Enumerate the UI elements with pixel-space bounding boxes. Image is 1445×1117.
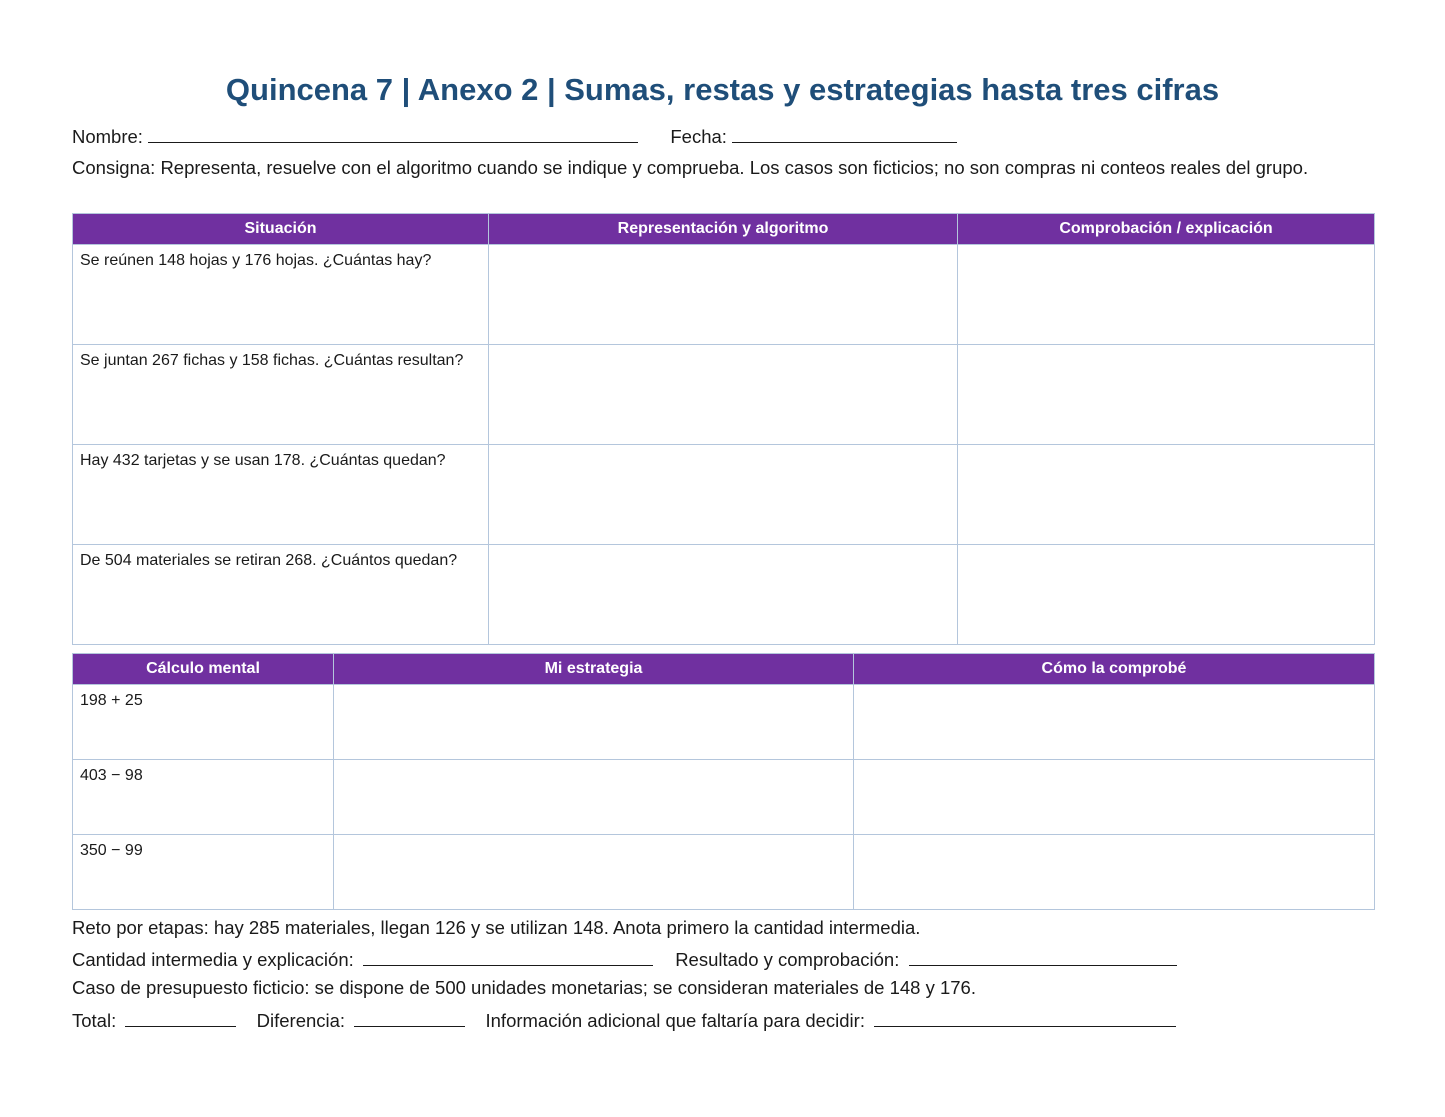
difference-field[interactable] <box>354 1008 465 1027</box>
result-field[interactable] <box>909 947 1177 966</box>
strategy-cell[interactable] <box>334 685 854 760</box>
representation-cell[interactable] <box>489 545 958 645</box>
mental-calc-cell: 198 + 25 <box>73 685 334 760</box>
situation-cell: Se juntan 267 fichas y 158 fichas. ¿Cuántas resultan? <box>73 345 489 445</box>
verification-cell[interactable] <box>958 345 1375 445</box>
intermediate-result-row <box>72 947 1177 971</box>
situation-cell: Hay 432 tarjetas y se usan 178. ¿Cuántas quedan? <box>73 445 489 545</box>
verification-cell[interactable] <box>958 445 1375 545</box>
table-row <box>73 345 1375 445</box>
table-row <box>73 760 1375 835</box>
date-label: Fecha: <box>670 126 727 147</box>
strategy-cell[interactable] <box>334 835 854 910</box>
verification-cell[interactable] <box>958 245 1375 345</box>
how-verified-cell[interactable] <box>854 685 1375 760</box>
table-header-row <box>73 214 1375 245</box>
column-header-mental-calc: Cálculo mental <box>73 654 334 685</box>
date-field[interactable] <box>732 124 957 143</box>
table-row <box>73 245 1375 345</box>
column-header-verification: Comprobación / explicación <box>958 214 1375 245</box>
situations-table <box>72 213 1375 645</box>
total-field[interactable] <box>125 1008 236 1027</box>
representation-cell[interactable] <box>489 245 958 345</box>
table-row <box>73 685 1375 760</box>
table-header-row <box>73 654 1375 685</box>
total-label: Total: <box>72 1010 117 1031</box>
total-difference-row <box>72 1008 1176 1032</box>
instructions-text: Consigna: Representa, resuelve con el algoritmo cuando se indique y comprueba. Los casos son ficticios; no son compras ni conteos reales del grupo. <box>72 157 1309 178</box>
representation-cell[interactable] <box>489 345 958 445</box>
mental-calc-cell: 403 − 98 <box>73 760 334 835</box>
strategy-cell[interactable] <box>334 760 854 835</box>
mental-calc-cell: 350 − 99 <box>73 835 334 910</box>
name-date-row <box>72 124 957 148</box>
result-label: Resultado y comprobación: <box>675 949 900 970</box>
intermediate-label: Cantidad intermedia y explicación: <box>72 949 354 970</box>
table-row <box>73 445 1375 545</box>
table-row <box>73 835 1375 910</box>
how-verified-cell[interactable] <box>854 835 1375 910</box>
column-header-how-verified: Cómo la comprobé <box>854 654 1375 685</box>
situation-cell: Se reúnen 148 hojas y 176 hojas. ¿Cuántas hay? <box>73 245 489 345</box>
name-field[interactable] <box>148 124 638 143</box>
additional-info-label: Información adicional que faltaría para decidir: <box>485 1010 865 1031</box>
additional-info-field[interactable] <box>874 1008 1176 1027</box>
intermediate-field[interactable] <box>363 947 653 966</box>
situation-cell: De 504 materiales se retiran 268. ¿Cuántos quedan? <box>73 545 489 645</box>
column-header-representation: Representación y algoritmo <box>489 214 958 245</box>
representation-cell[interactable] <box>489 445 958 545</box>
column-header-situation: Situación <box>73 214 489 245</box>
mental-math-table <box>72 653 1375 910</box>
budget-text: Caso de presupuesto ficticio: se dispone de 500 unidades monetarias; se consideran materiales de 148 y 176. <box>72 977 976 998</box>
table-row <box>73 545 1375 645</box>
page-title: Quincena 7 | Anexo 2 | Sumas, restas y estrategias hasta tres cifras <box>225 72 1220 107</box>
challenge-text: Reto por etapas: hay 285 materiales, llegan 126 y se utilizan 148. Anota primero la cantidad intermedia. <box>72 917 921 938</box>
column-header-strategy: Mi estrategia <box>334 654 854 685</box>
how-verified-cell[interactable] <box>854 760 1375 835</box>
difference-label: Diferencia: <box>256 1010 346 1031</box>
verification-cell[interactable] <box>958 545 1375 645</box>
name-label: Nombre: <box>72 126 143 147</box>
